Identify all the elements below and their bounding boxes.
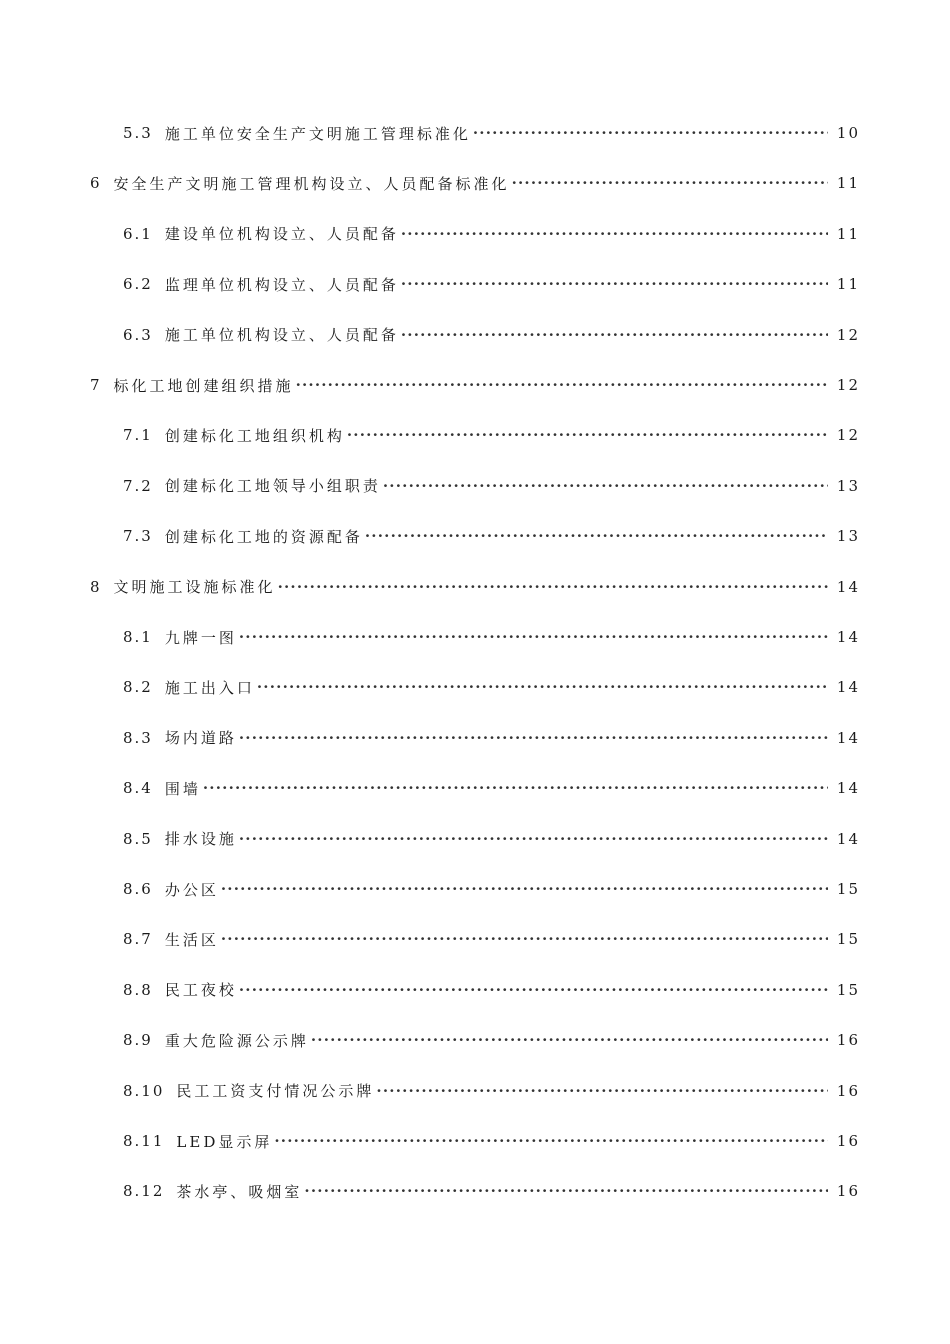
toc-dot-leader (239, 826, 828, 852)
toc-entry-title: 创建标化工地组织机构 (164, 426, 345, 445)
toc-dot-leader (311, 1027, 828, 1053)
toc-entry-page-number: 12 (836, 376, 860, 394)
toc-entry-number: 8.5 (123, 829, 153, 848)
toc-entry-page-number: 10 (836, 124, 860, 142)
toc-dot-leader (239, 977, 828, 1003)
toc-entry-number: 8.3 (123, 728, 153, 747)
toc-dot-leader (221, 926, 828, 952)
toc-entry-title: 施工单位安全生产文明施工管理标准化 (164, 124, 471, 143)
toc-entry-title: 标化工地创建组织措施 (113, 376, 294, 395)
toc-entry[interactable] (123, 1027, 860, 1053)
toc-entry[interactable] (123, 422, 860, 448)
toc-entry-page-number: 16 (836, 1031, 860, 1050)
toc-entry-title: 创建标化工地领导小组职责 (164, 477, 381, 496)
toc-entry[interactable] (123, 926, 860, 952)
toc-entry[interactable] (123, 473, 860, 499)
toc-entry-number: 8.1 (123, 628, 153, 646)
toc-entry[interactable] (123, 1128, 860, 1154)
toc-entry-page-number: 15 (836, 930, 860, 949)
toc-entry-page-number: 16 (836, 1081, 860, 1100)
toc-entry-title: 建设单位机构设立、人员配备 (164, 225, 399, 244)
toc-entry[interactable] (123, 523, 860, 549)
toc-dot-leader (278, 574, 828, 600)
toc-dot-leader (221, 876, 828, 902)
toc-entry-title: 创建标化工地的资源配备 (164, 527, 363, 546)
toc-entry-number: 8.7 (123, 930, 153, 949)
toc-entry[interactable] (123, 1078, 860, 1104)
toc-entry[interactable] (123, 624, 860, 650)
toc-entry-number: 8.10 (123, 1081, 165, 1100)
toc-entry-title: 施工单位机构设立、人员配备 (164, 326, 399, 345)
toc-dot-leader (239, 624, 828, 650)
toc-entry-page-number: 14 (836, 829, 860, 848)
toc-entry-number: 6 (90, 174, 102, 193)
toc-dot-leader (401, 221, 828, 247)
toc-dot-leader (203, 775, 828, 801)
toc-dot-leader (512, 170, 828, 196)
toc-entry-page-number: 11 (836, 224, 860, 243)
toc-entry-page-number: 13 (836, 527, 860, 546)
toc-entry-title: 民工夜校 (164, 981, 237, 1000)
toc-entry-title: 民工工资支付情况公示牌 (176, 1082, 375, 1101)
toc-entry-title: 施工出入口 (164, 678, 255, 697)
toc-entry[interactable] (90, 170, 860, 196)
toc-entry[interactable] (123, 1178, 860, 1204)
toc-entry-title: 茶水亭、吸烟室 (176, 1182, 303, 1201)
toc-entry-page-number: 14 (836, 779, 860, 798)
toc-entry-number: 8 (90, 577, 102, 596)
toc-entry-title: 监理单位机构设立、人员配备 (164, 275, 399, 294)
toc-entry-page-number: 14 (836, 728, 860, 747)
toc-entry-page-number: 12 (836, 325, 860, 344)
toc-entry-page-number: 15 (836, 880, 860, 898)
toc-entry-number: 8.11 (123, 1132, 165, 1150)
toc-entry[interactable] (123, 725, 860, 751)
toc-entry-number: 8.4 (123, 779, 153, 798)
toc-entry-page-number: 11 (836, 174, 860, 193)
toc-entry-number: 6.2 (123, 275, 153, 294)
toc-entry[interactable] (123, 322, 860, 348)
toc-entry-number: 8.6 (123, 880, 153, 898)
toc-entry[interactable] (123, 977, 860, 1003)
toc-entry-number: 8.12 (123, 1182, 165, 1201)
toc-entry[interactable] (90, 372, 860, 398)
toc-entry[interactable] (123, 221, 860, 247)
toc-dot-leader (473, 120, 828, 146)
toc-dot-leader (383, 473, 828, 499)
toc-entry-page-number: 14 (836, 628, 860, 646)
toc-entry-number: 5.3 (123, 124, 153, 142)
toc-entry-page-number: 14 (836, 678, 860, 697)
toc-entry-title: 办公区 (164, 880, 219, 899)
toc-entry-page-number: 16 (836, 1182, 860, 1201)
toc-entry-page-number: 12 (836, 426, 860, 445)
toc-entry[interactable] (123, 271, 860, 297)
toc-entry-number: 8.8 (123, 980, 153, 999)
toc-entry-page-number: 15 (836, 980, 860, 999)
toc-entry-number: 8.2 (123, 678, 153, 697)
toc-entry-title: 文明施工设施标准化 (113, 578, 276, 597)
toc-dot-leader (296, 372, 828, 398)
toc-dot-leader (257, 674, 828, 700)
toc-dot-leader (239, 725, 828, 751)
toc-entry-number: 7 (90, 376, 102, 394)
toc-dot-leader (365, 523, 828, 549)
toc-entry[interactable] (123, 674, 860, 700)
toc-entry-number: 7.1 (123, 426, 153, 445)
toc-entry-page-number: 13 (836, 476, 860, 495)
toc-entry-number: 8.9 (123, 1031, 153, 1050)
toc-entry[interactable] (90, 574, 860, 600)
toc-entry-title: 场内道路 (164, 729, 237, 748)
toc-entry-number: 6.3 (123, 325, 153, 344)
toc-dot-leader (304, 1178, 828, 1204)
toc-entry[interactable] (123, 876, 860, 902)
toc-entry-page-number: 11 (836, 275, 860, 294)
toc-entry-title: 围墙 (164, 779, 201, 798)
toc-dot-leader (347, 422, 828, 448)
toc-entry-number: 7.2 (123, 476, 153, 495)
toc-entry-page-number: 16 (836, 1132, 860, 1150)
toc-entry-number: 6.1 (123, 224, 153, 243)
toc-dot-leader (401, 322, 828, 348)
toc-entry[interactable] (123, 775, 860, 801)
toc-entry[interactable] (123, 120, 860, 146)
toc-dot-leader (274, 1128, 828, 1154)
toc-entry-title: 生活区 (164, 930, 219, 949)
toc-entry-page-number: 14 (836, 577, 860, 596)
toc-entry-title: 重大危险源公示牌 (164, 1031, 309, 1050)
toc-entry-title: 安全生产文明施工管理机构设立、人员配备标准化 (113, 174, 510, 193)
toc-entry-title: 排水设施 (164, 830, 237, 849)
toc-entry[interactable] (123, 826, 860, 852)
toc-entry-title: 九牌一图 (164, 628, 237, 647)
toc-entry-number: 7.3 (123, 527, 153, 546)
toc-dot-leader (401, 271, 828, 297)
toc-entry-title: LED显示屏 (176, 1132, 273, 1151)
toc-dot-leader (376, 1078, 828, 1104)
